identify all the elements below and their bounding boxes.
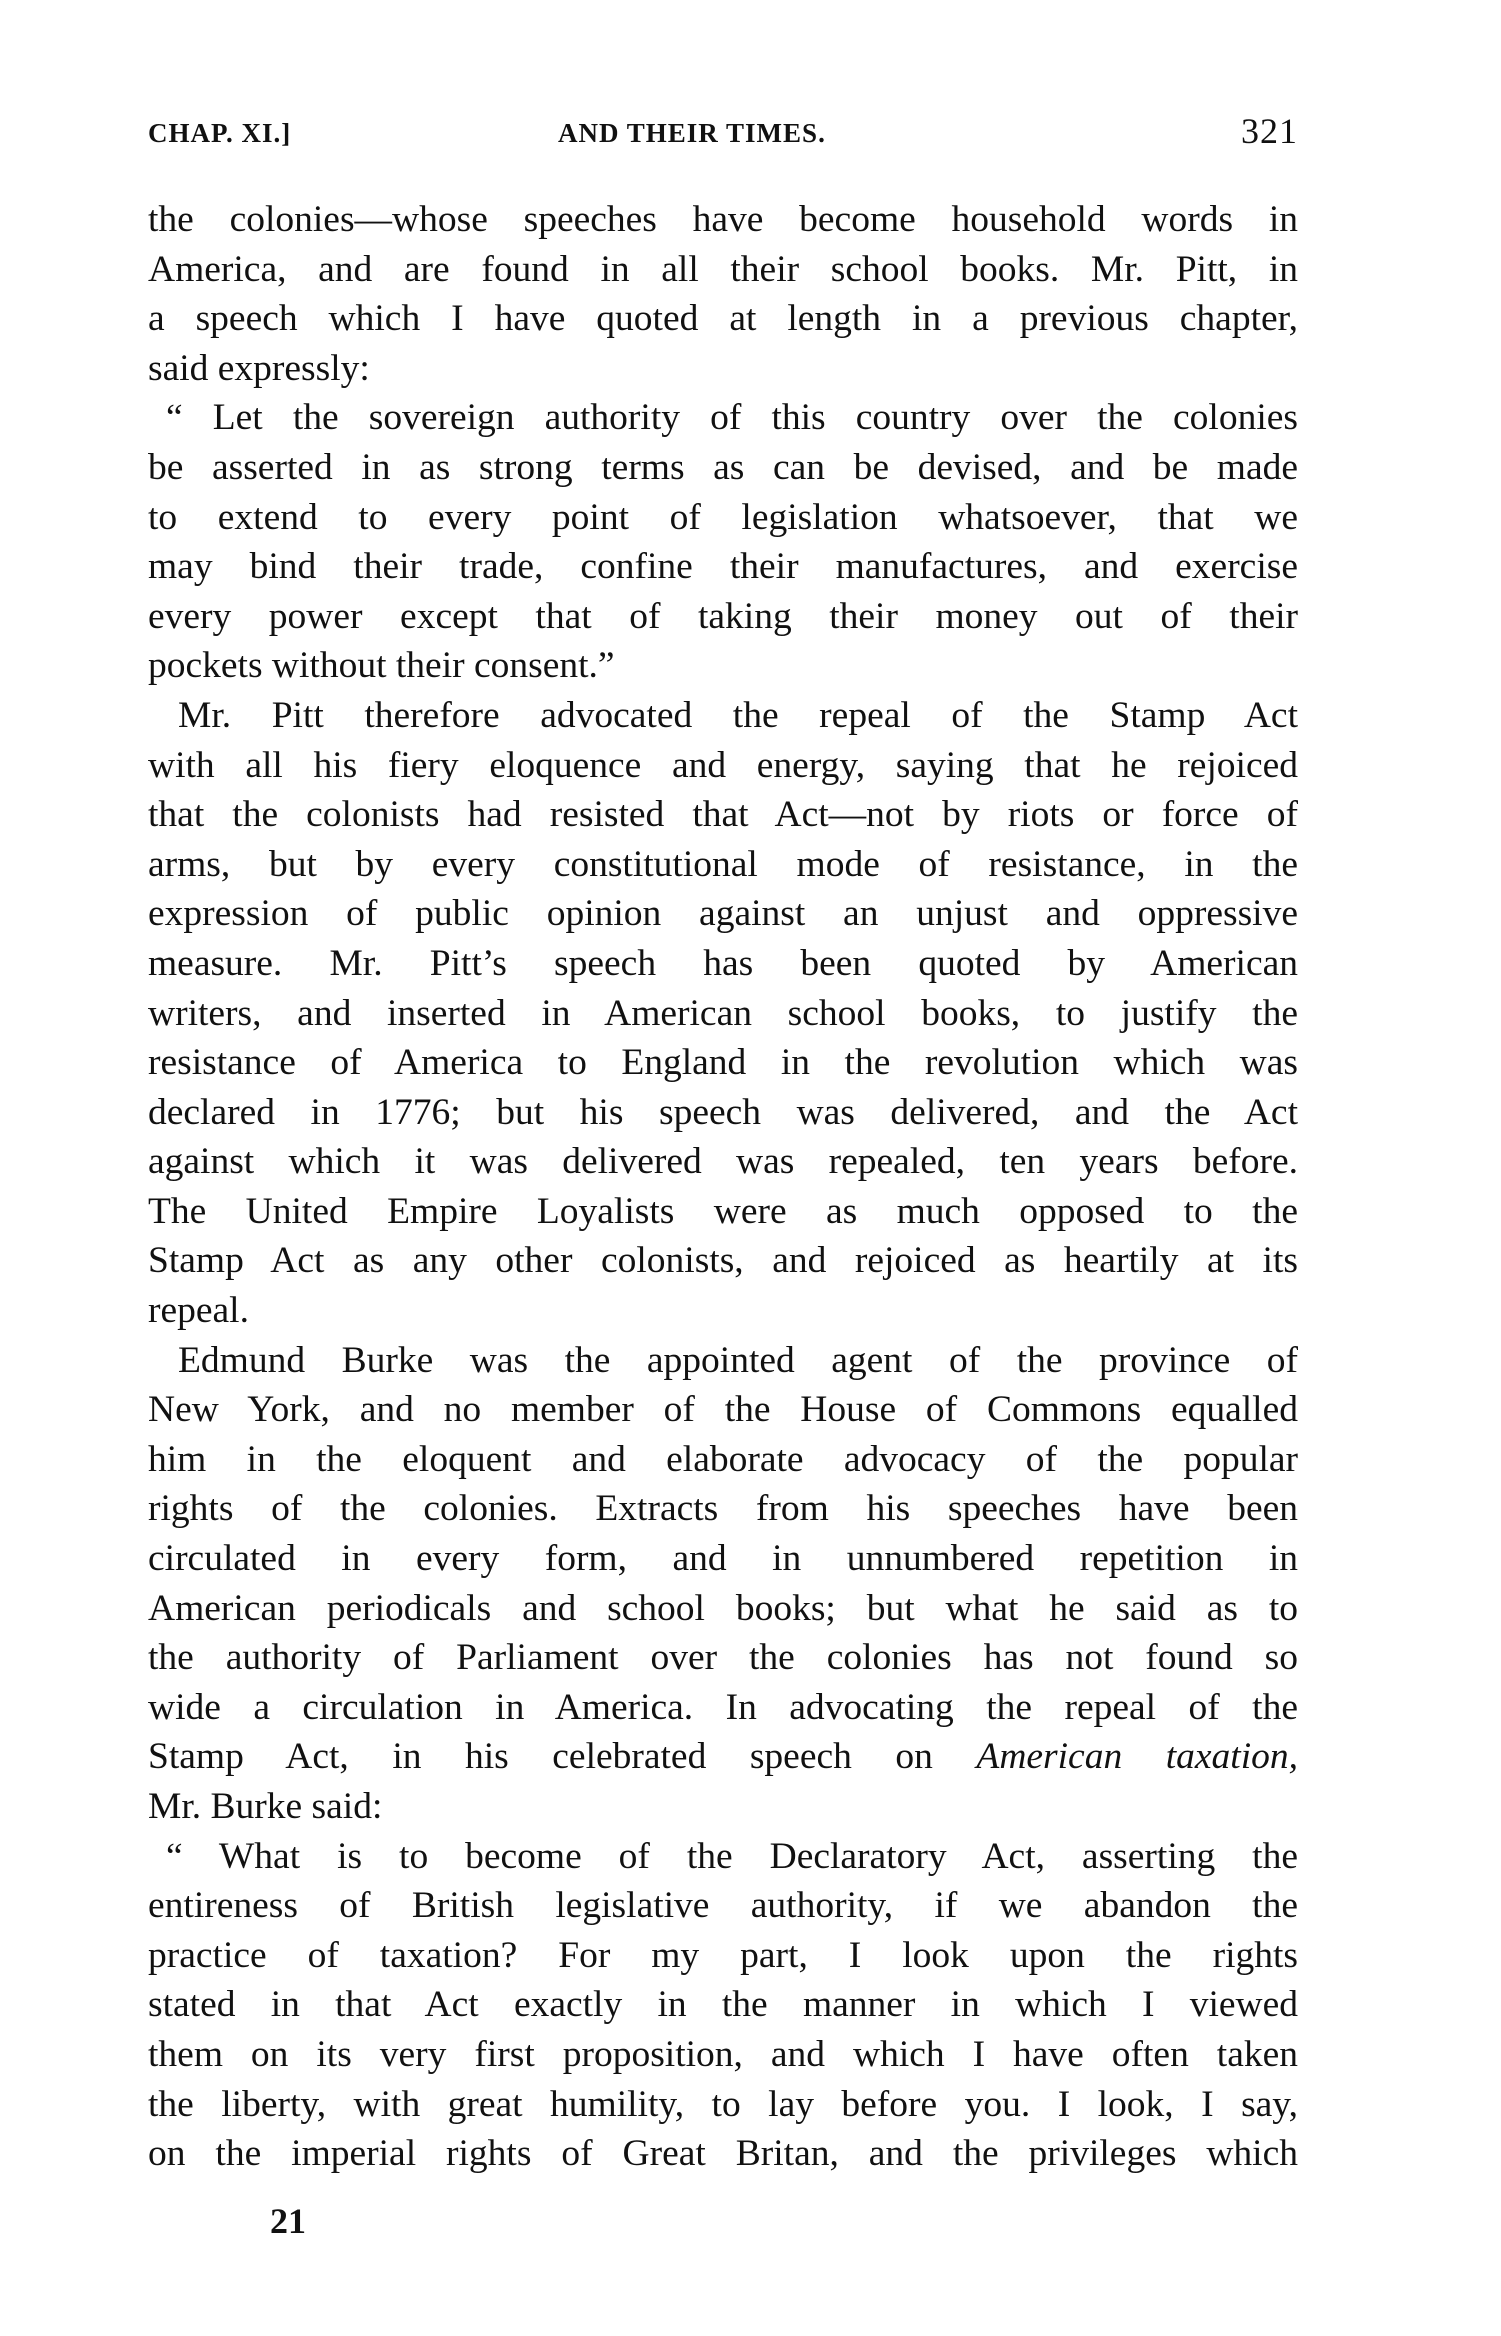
text-line: him in the eloquent and elaborate advocacy of the popular [148,1438,1298,1480]
text-line: resistance of America to England in the revolution which was [148,1042,1298,1084]
italic-title: American taxation, [976,1736,1298,1778]
text-line: Stamp Act as any other colonists, and rejoiced as heartily at its [148,1240,1298,1282]
page-number: 321 [1241,111,1298,151]
text-line: expression of public opinion against an unjust and oppressive [148,893,1298,935]
text-line: against which it was delivered was repealed, ten years before. [148,1141,1298,1183]
running-head [148,110,1298,160]
text-line: New York, and no member of the House of Commons equalled [148,1389,1298,1431]
text-line: a speech which I have quoted at length in a previous chapter, [148,298,1298,340]
text-line: the authority of Parliament over the colonies has not found so [148,1637,1298,1679]
text-line: declared in 1776; but his speech was delivered, and the Act [148,1091,1298,1133]
quote-line: “ Let the sovereign authority of this country over the colonies [166,397,1298,439]
text-line: wide a circulation in America. In advocating the repeal of the [148,1686,1298,1728]
text-line: Mr. Burke said: [148,1786,383,1827]
text-line: Edmund Burke was the appointed agent of the province of [178,1339,1298,1381]
body-text [148,195,1298,2179]
text-line: measure. Mr. Pitt’s speech has been quoted by American [148,942,1298,984]
quote-line: them on its very first proposition, and which I have often taken [148,2033,1298,2075]
text-line: rights of the colonies. Extracts from his speeches have been [148,1488,1298,1530]
text-line: with all his fiery eloquence and energy, saying that he rejoiced [148,744,1298,786]
text-line: American periodicals and school books; but what he said as to [148,1587,1298,1629]
text-line-with-italic [148,1732,1298,1782]
signature-mark: 21 [270,2201,306,2241]
quote-line: stated in that Act exactly in the manner in which I viewed [148,1984,1298,2026]
quote-line: to extend to every point of legislation whatsoever, that we [148,496,1298,538]
quote-line: entireness of British legislative authority, if we abandon the [148,1885,1298,1927]
quote-line: pockets without their consent.” [148,645,615,687]
text-line: The United Empire Loyalists were as much opposed to the [148,1190,1298,1232]
text-line: Mr. Pitt therefore advocated the repeal of the Stamp Act [178,694,1298,736]
text-line: circulated in every form, and in unnumbered repetition in [148,1538,1298,1580]
quote-line: may bind their trade, confine their manufactures, and exercise [148,546,1298,588]
quote-line: the liberty, with great humility, to lay before you. I look, I say, [148,2083,1298,2125]
text-line: repeal. [148,1290,249,1332]
quote-line: “ What is to become of the Declaratory Act, asserting the [166,1835,1298,1877]
quote-line: practice of taxation? For my part, I look upon the rights [148,1934,1298,1976]
text-line: said expressly: [148,347,370,389]
quote-line: on the imperial rights of Great Britan, and the privileges which [148,2133,1298,2175]
running-title: AND THEIR TIMES. [558,118,826,148]
text-line: America, and are found in all their school books. Mr. Pitt, in [148,248,1298,290]
chapter-label: CHAP. XI.] [148,118,292,148]
text-line: that the colonists had resisted that Act—not by riots or force of [148,794,1298,836]
text-line: the colonies—whose speeches have become household words in [148,199,1298,240]
text-line: writers, and inserted in American school books, to justify the [148,992,1298,1034]
text-segment: Stamp Act, in his celebrated speech on [148,1736,933,1778]
quote-line: be asserted in as strong terms as can be devised, and be made [148,446,1298,488]
quote-line: every power except that of taking their money out of their [148,595,1298,637]
text-line: arms, but by every constitutional mode of resistance, in the [148,843,1298,885]
